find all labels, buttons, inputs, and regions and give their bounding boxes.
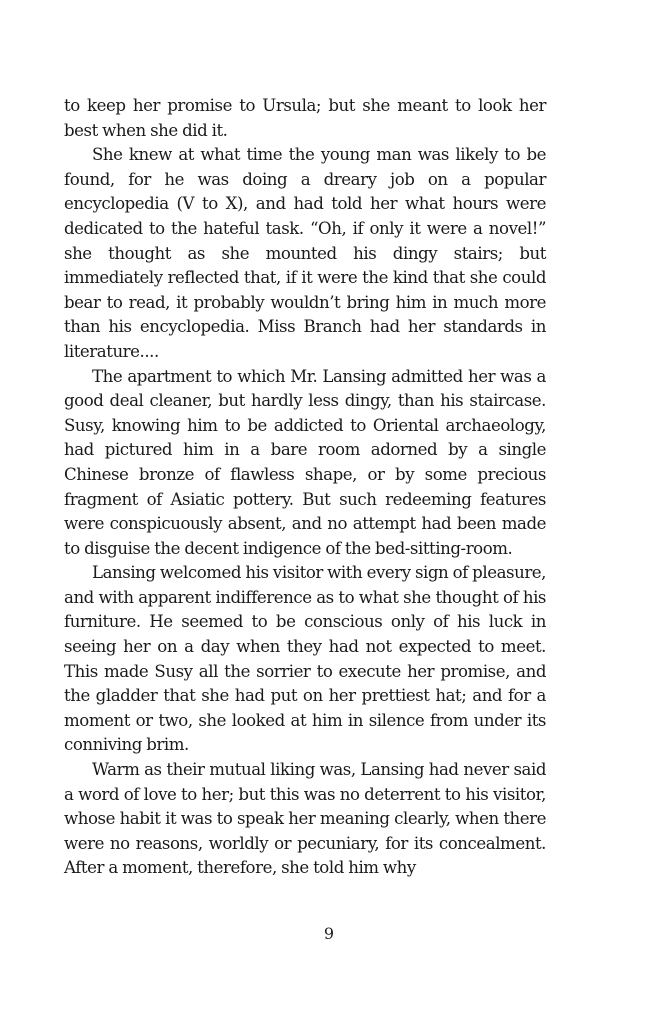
paragraph: Lansing welcomed his visitor with every sign of pleasure, and with apparent indifference as to what she thought of his furniture. He seemed to be conscious only of his luck in seeing her on a day when they had not expected to meet. This made Susy all the sorrier to execute her promise, and the gladder that she had put on her prettiest hat; and for a moment or two, she looked at him in silence from under its conniving brim. [64,563,546,755]
paragraph: She knew at what time the young man was likely to be found, for he was doing a dreary job on a popular encyclopedia (V to X), and had told her what hours were dedicated to the hateful task. “Oh, if only it were a novel!” she thought as she mounted his dingy stairs; but immediately reflected that, if it were the kind that she could bear to read, it probably wouldn’t bring him in much more than his encyclopedia. Miss Branch had her standards in literature.... [64,145,546,361]
paragraph-continued: to keep her promise to Ursula; but she meant to look her best when she did it. [64,96,546,140]
paragraph: The apartment to which Mr. Lansing admitted her was a good deal cleaner, but hardly less dingy, than his staircase. Susy, knowing him to be addicted to Oriental archaeology, had pictured him in a bare room adorned by a single Chinese bronze of flawless shape, or by some precious fragment of Asiatic pottery. But such redeeming features were conspicuously absent, and no attempt had been made to disguise the decent indigence of the bed-sitting-room. [64,366,546,558]
book-page-text [64,94,546,881]
paragraph: Warm as their mutual liking was, Lansing had never said a word of love to her; but this was no deterrent to his visitor, whose habit it was to speak her meaning clearly, when there were no reasons, worldly or pecuniary, for its concealment. After a moment, therefore, she told him why [64,760,546,878]
page-number: 9 [323,924,335,943]
